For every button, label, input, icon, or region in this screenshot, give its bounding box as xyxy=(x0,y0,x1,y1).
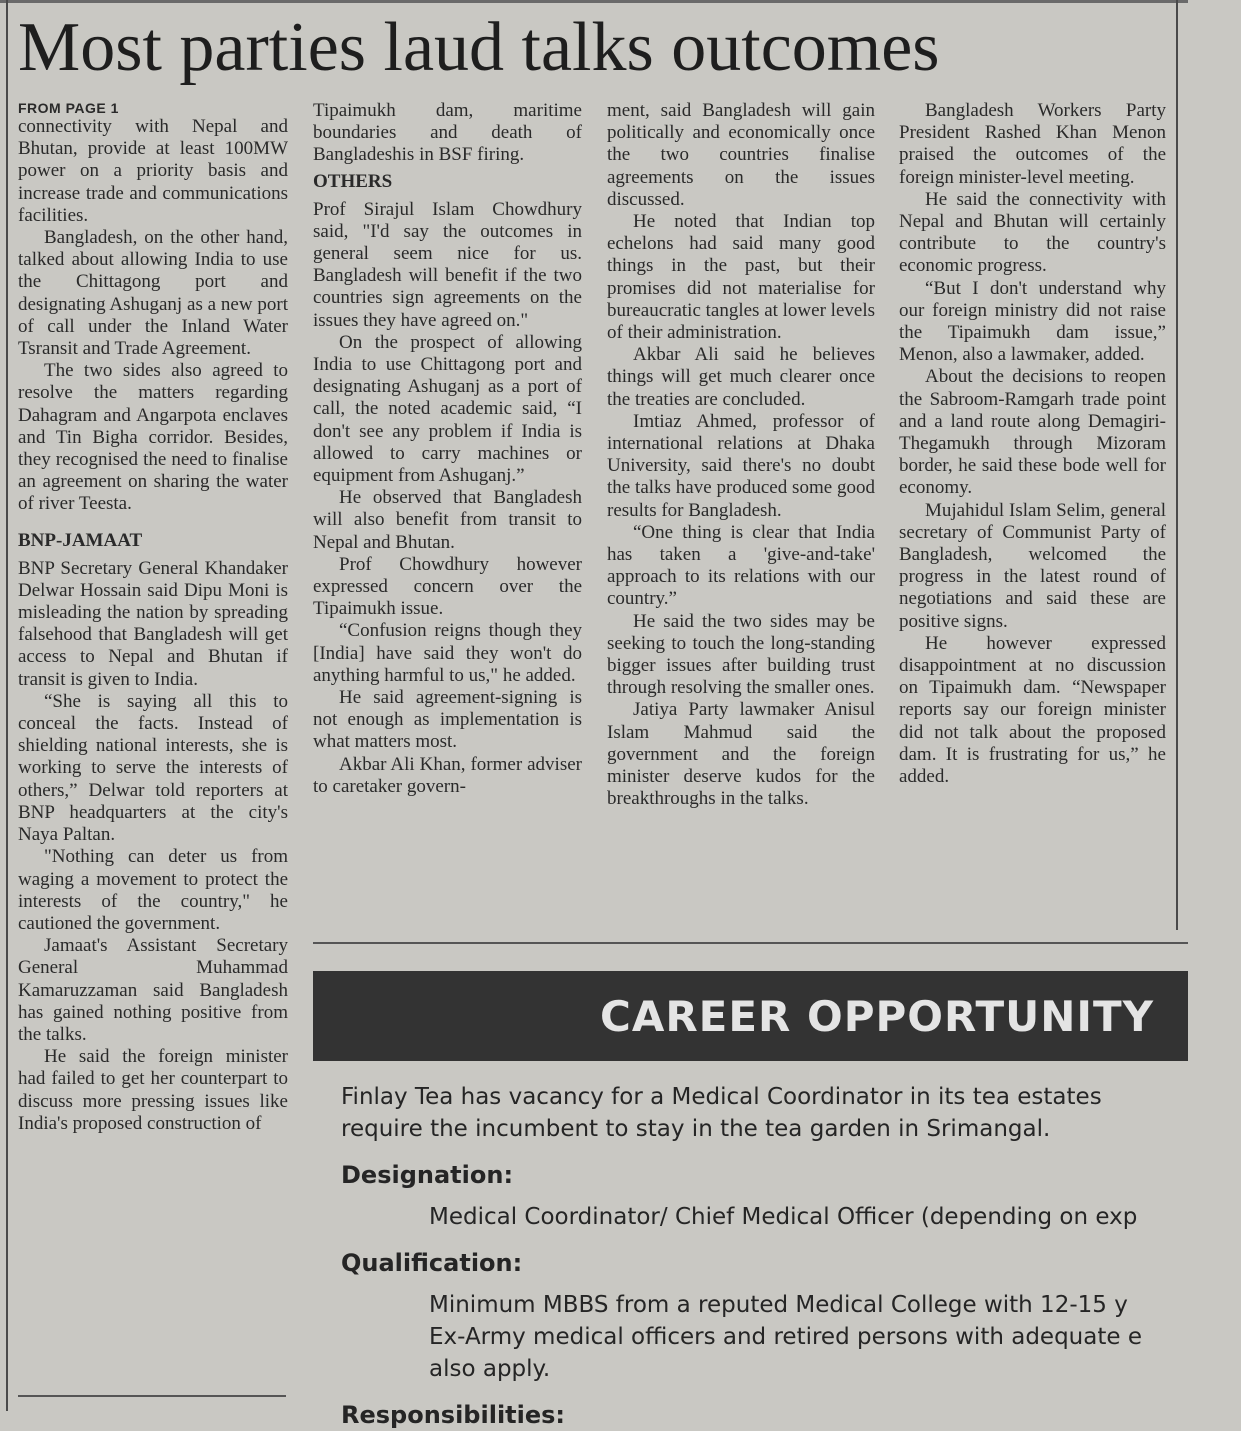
story-end-rule xyxy=(313,942,1188,944)
paragraph: “But I don't understand why our foreign ministry did not raise the Tipaimukh dam issue,” Menon, also a lawmaker, added. xyxy=(899,277,1166,366)
paragraph: connectivity with Nepal and Bhutan, provide at least 100MW power on a priority basis and increase trade and communications facilities. xyxy=(18,116,288,226)
qualification-line: Minimum MBBS from a reputed Medical College with 12-15 y xyxy=(429,1292,1128,1318)
paragraph: He said the two sides may be seeking to touch the long-standing bigger issues after building trust through resolving the smaller ones. xyxy=(607,610,875,699)
qualification-line: Ex-Army medical officers and retired persons with adequate e xyxy=(429,1324,1142,1350)
paragraph: BNP Secretary General Khandaker Delwar Hossain said Dipu Moni is misleading the nation by spreading falsehood that Bangladesh will get access to Nepal and Bhutan if transit is given to India. xyxy=(18,557,288,690)
paragraph: He noted that Indian top echelons had said many good things in the past, but their promises did not materialise for bureaucratic tangles at lower levels of their administration. xyxy=(607,211,875,344)
ad-banner-title: CAREER OPPORTUNITY xyxy=(600,992,1155,1041)
paragraph: The two sides also agreed to resolve the matters regarding Dahagram and Angarpota enclaves and Tin Bigha corridor. Besides, they recognised the need to finalise an agreement on sharing the water of river Teesta. xyxy=(18,360,288,515)
article-column-2 xyxy=(313,100,582,798)
jump-line: FROM PAGE 1 xyxy=(18,100,119,116)
article-column-4 xyxy=(899,100,1166,788)
paragraph: About the decisions to reopen the Sabroom-Ramgarh trade point and a land route along Demagiri-Thegamukh through Mizoram border, he said these bode well for economy. xyxy=(899,366,1166,499)
responsibilities-label: Responsibilities: xyxy=(341,1401,566,1429)
top-rule xyxy=(0,0,1188,3)
paragraph: Mujahidul Islam Selim, general secretary of Communist Party of Bangladesh, welcomed the progress in the latest round of negotiations and said these are positive signs. xyxy=(899,499,1166,632)
article-column-3 xyxy=(607,100,875,811)
designation-value: Medical Coordinator/ Chief Medical Officer (depending on exp xyxy=(429,1204,1138,1230)
designation-label: Designation: xyxy=(341,1161,514,1189)
column-end-rule xyxy=(18,1395,286,1397)
paragraph: Imtiaz Ahmed, professor of international relations at Dhaka University, said there's no doubt the talks have produced some good results for Bangladesh. xyxy=(607,410,875,521)
ad-banner xyxy=(313,971,1188,1061)
subheading-others: OTHERS xyxy=(313,170,393,192)
ad-body xyxy=(341,1081,1241,1431)
paragraph: Bangladesh Workers Party President Rashed Khan Menon praised the outcomes of the foreign minister-level meeting. xyxy=(899,100,1166,188)
headline: Most parties laud talks outcomes xyxy=(18,9,940,86)
paragraph: Jamaat's Assistant Secretary General Muhammad Kamaruzzaman said Bangladesh has gained nothing positive from the talks. xyxy=(18,935,288,1045)
left-column-rule xyxy=(6,0,8,1411)
paragraph: He said the connectivity with Nepal and Bhutan will certainly contribute to the country's economic progress. xyxy=(899,188,1166,277)
paragraph: Bangladesh, on the other hand, talked about allowing India to use the Chittagong port and designating Ashuganj as a new port of call under the Inland Water Tsransit and Trade Agreement. xyxy=(18,227,288,360)
paragraph: Prof Sirajul Islam Chowdhury said, "I'd say the outcomes in general seem nice for us. Bangladesh will benefit if the two countries sign agreements on the issues they have agreed on." xyxy=(313,198,582,331)
paragraph: On the prospect of allowing India to use Chittagong port and designating Ashuganj as a port of call, the noted academic said, “I don't see any problem if India is allowed to carry machines or equipment from Ashuganj.” xyxy=(313,331,582,487)
paragraph: “One thing is clear that India has taken a 'give-and-take' approach to its relations with our country.” xyxy=(607,521,875,610)
paragraph: ment, said Bangladesh will gain politically and economically once the two countries finalise agreements on the issues discussed. xyxy=(607,100,875,210)
paragraph: “She is saying all this to conceal the facts. Instead of shielding national interests, she is working to serve the interests of others,” Delwar told reporters at BNP headquarters at the city's Naya Paltan. xyxy=(18,690,288,846)
subheading-bnp-jamaat: BNP-JAMAAT xyxy=(18,529,143,551)
paragraph: He observed that Bangladesh will also benefit from transit to Nepal and Bhutan. xyxy=(313,487,582,553)
paragraph: Akbar Ali said he believes things will get much clearer once the treaties are concluded. xyxy=(607,344,875,410)
qualification-label: Qualification: xyxy=(341,1249,523,1277)
article-column-1 xyxy=(18,100,288,1135)
paragraph: He said agreement-signing is not enough as implementation is what matters most. xyxy=(313,687,582,753)
paragraph: Jatiya Party lawmaker Anisul Islam Mahmud said the government and the foreign minister deserve kudos for the breakthroughs in the talks. xyxy=(607,699,875,810)
paragraph: Tipaimukh dam, maritime boundaries and death of Bangladeshis in BSF firing. xyxy=(313,100,582,166)
ad-intro-line: require the incumbent to stay in the tea garden in Srimangal. xyxy=(341,1116,1051,1142)
paragraph: Prof Chowdhury however expressed concern over the Tipaimukh issue. xyxy=(313,553,582,620)
paragraph: He said the foreign minister had failed to get her counterpart to discuss more pressing issues like India's proposed construction of xyxy=(18,1046,288,1134)
career-advertisement xyxy=(313,971,1188,1429)
paragraph: Akbar Ali Khan, former adviser to caretaker govern- xyxy=(313,753,582,797)
paragraph: “Confusion reigns though they [India] have said they won't do anything harmful to us," he added. xyxy=(313,620,582,686)
ad-intro-line: Finlay Tea has vacancy for a Medical Coordinator in its tea estates xyxy=(341,1084,1102,1110)
right-column-rule xyxy=(1176,0,1178,930)
paragraph: He however expressed disappointment at no discussion on Tipaimukh dam. “Newspaper reports say our foreign minister did not talk about the proposed dam. It is frustrating for us,” he added. xyxy=(899,632,1166,788)
paragraph: "Nothing can deter us from waging a movement to protect the interests of the country," he cautioned the government. xyxy=(18,846,288,934)
qualification-line: also apply. xyxy=(429,1356,551,1382)
